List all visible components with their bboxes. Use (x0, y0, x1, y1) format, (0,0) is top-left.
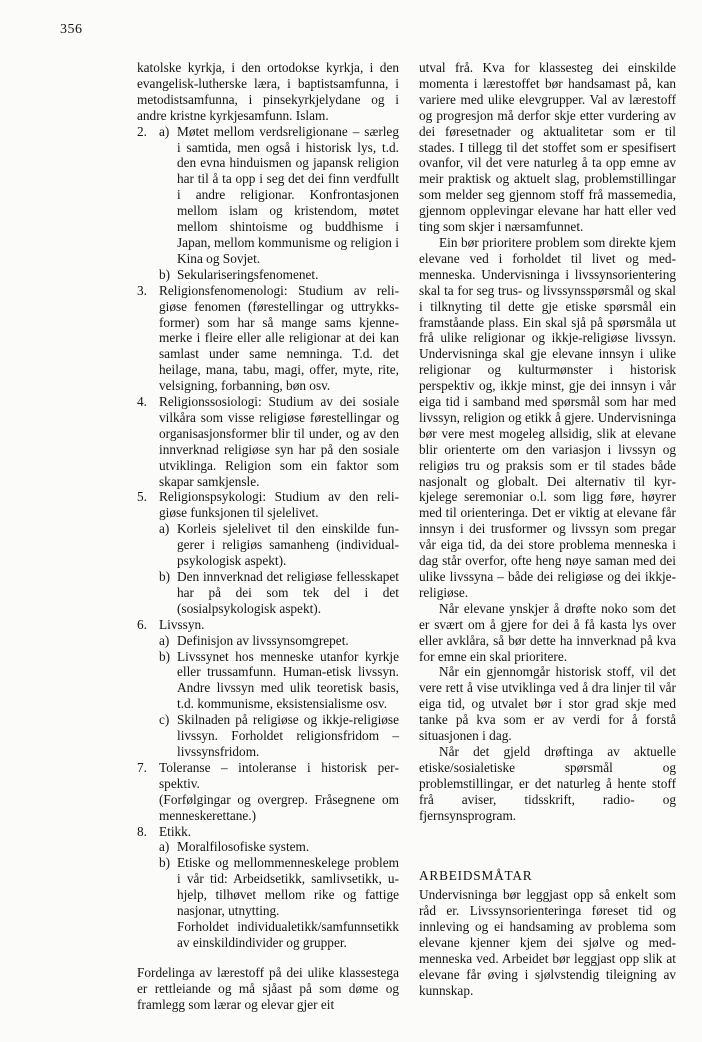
sub-item-text: Den innverknad det religiøse fellesskapet har på dei som tek del i det (sosialpsykologisk aspekt). (177, 569, 399, 616)
item-continuation: (Forfølgingar og overgrep. Fråsegnene om menneskerettane.) (159, 791, 399, 823)
sub-item-2b (159, 267, 399, 283)
sub-item-text: Livssynet hos menneske utanfor kyrkje eller trussamfunn. Human-etisk livssyn. Andre livssyn med ulik teoretisk basis, t.d. kommunisme, eksistensialisme osv. (177, 648, 399, 712)
sub-item-letter: b) (159, 569, 171, 584)
paragraph: Undervisninga bør leggjast opp så enkelt som råd er. Livssynsorienteringa føreset tid og innleving og ei handsaming av problema som elevane kjenner kjem dei sjølve og medmenneska ved. Arbeidet bør leggjast opp slik at elevane får øving i sjølvstendig tileigning av kunnskap. (419, 887, 676, 998)
list-item-7 (137, 760, 399, 824)
item-text: Toleranse – intoleranse i historisk perspektiv. (159, 759, 399, 791)
list-item-4 (137, 394, 399, 489)
sub-item-text: Sekulariseringsfenomenet. (177, 266, 319, 282)
list-item-5 (137, 489, 399, 616)
item-text: Religionsfenomenologi: Studium av religiøse fenomen (førestellingar og uttrykksformer) som har så mange sams kjennemerke i fleire eller alle religionar at dei kan samlast under same nemninga. T.d. det heilage, mana, tabu, magi, offer, myte, rite, velsigning, forbanning, bøn osv. (159, 282, 399, 394)
item-text: Livssyn. (159, 616, 205, 632)
paragraph: Når det gjeld drøftinga av aktuelle etiske/sosialetiske spørsmål og problemstillingar, er det naturleg å hente stoff frå aviser, tidsskrift, radio- og fjernsynsprogram. (419, 743, 676, 823)
sub-item-letter: a) (159, 839, 170, 855)
list-item-6 (137, 617, 399, 760)
item-number: 8. (137, 823, 147, 839)
item-number: 3. (137, 282, 147, 298)
sub-item-6b (159, 649, 399, 713)
paragraph: Når ein gjennomgår historisk stoff, vil det vere rett å vise utviklinga ved å dra linjer til vår eiga tid, og utvalet bør i stor grad skje med tanke på kva som er av verdi for å forstå situasjonen i dag. (419, 664, 676, 744)
item-text: Etikk. (159, 823, 192, 839)
sub-item-letter: c) (159, 712, 170, 728)
sub-item-2a (159, 124, 399, 267)
list-item-8 (137, 824, 399, 951)
item-number: 5. (137, 489, 147, 505)
sub-item-text: Etiske og mellommenneskelege problem i vår tid: Arbeidsetikk, samlivsetikk, u-hjelp, tilhøvet mellom rike og fattige nasjonar, utnytting. (177, 855, 399, 919)
right-column (419, 60, 676, 999)
sub-item-letter: b) (159, 266, 171, 282)
paragraph: Ein bør prioritere problem som direkte kjem elevane ved i forholdet til livet og medmenneska. Undervisninga i livssynsorientering skal ta for seg trus- og livssynsspørsmål og skal i tilknyting til dette gje etiske spørsmål ein framståande plass. Ein skal sjå på spørsmåla ut frå ulike religionar og ikkje-religiøse livssyn. Undervisninga skal gje elevane innsyn i ulike religionar og kulturmønster i historisk perspektiv og, ikkje minst, gje dei innsyn i vår eiga tid i samband med spørsmål som har med livssyn, religion og etikk å gjere. Undervisninga bør vere mest mogeleg allsidig, slik at elevane blir orienterte om den variasjon i livssyn og religiøs tru og praksis som er til stades både nasjonalt og globalt. Dei alternativ til kyrkjelege seremoniar o.l. som ligg føre, høyrer med til orienteringa. Det er viktig at elevane får innsyn i dei trusformer og livssyn som pregar vår eiga tid, da dei store problema menneska i dag står overfor, ofte heng nøye saman med dei ulike livssyna – både dei religiøse og dei ikkje-religiøse. (419, 234, 676, 600)
sub-item-5b (159, 569, 399, 617)
paragraph: Når elevane ynskjer å drøfte noko som det er svært om å gjere for dei å få kasta lys over eller avklåra, så bør dette ha innverknad på kva for emne ein skal prioritere. (419, 600, 676, 664)
closing-paragraph: Fordelinga av lærestoff på dei ulike klassestega er rettleiande og må sjåast på som døme og framlegg som lærar og elevar gjer eit (137, 964, 399, 1012)
left-column (137, 60, 399, 1012)
item-number: 6. (137, 616, 147, 632)
paragraph: utval frå. Kva for klassesteg dei einskilde momenta i lærestoffet bør handsamast på, kan variere med ulike elevgrupper. Val av lærestoff og progresjon må derfor skje etter vurdering av dei føresetnader og aktualitetar som er til stades. I tillegg til det stoffet som er spesifisert ovanfor, vil det vere naturleg å ta opp emne av meir praktisk og aktuelt slag, problemstillingar som melder seg gjennom stoff frå massemedia, gjennom opplevingar elevane har hatt eller ved ting som skjer i nærsamfunnet. (419, 60, 676, 235)
item-number: 2. (137, 123, 147, 139)
sub-item-letter: b) (159, 648, 171, 664)
sub-item-letter: b) (159, 855, 171, 871)
sub-item-text: Korleis sjelelivet til den einskilde fungerer i religiøs samanheng (individualpsykologisk aspekt). (177, 521, 399, 569)
sub-item-6c (159, 712, 399, 760)
page-number: 356 (60, 22, 83, 37)
sub-item-letter: a) (159, 521, 170, 537)
item-number: 7. (137, 759, 147, 775)
sub-item-6a (159, 633, 399, 649)
sub-item-continuation: Forholdet individualetikk/samfunnsetikk av einskildindivider og grupper. (177, 918, 399, 950)
sub-item-8b (159, 855, 399, 950)
section-heading: ARBEIDSMÅTAR (419, 867, 533, 883)
sub-item-5a (159, 521, 399, 569)
list-item-3 (137, 283, 399, 394)
sub-item-text: Skilnaden på religiøse og ikkje-religiøse livssyn. Forholdet religionsfridom – livssynsfridom. (177, 712, 399, 759)
sub-item-text: Møtet mellom verdsreligionane – særleg i samtida, men også i historisk lys, t.d. den evna hinduismen og japansk religion har til å ta opp i seg det dei finn verdfullt i andre religionar. Konfrontasjonen mellom islam og kristendom, møtet mellom shintoisme og buddhisme i Japan, mellom kommunisme og religion i Kina og Sovjet. (177, 123, 399, 266)
item-text: Religionssosiologi: Studium av dei sosiale vilkåra som visse religiøse førestellingar og organisasjonsformer blir til under, og av den innverknad religiøse syn har på den sosiale utviklinga. Religion som ein faktor som skapar samkjensle. (159, 394, 399, 489)
item-number: 4. (137, 394, 147, 410)
item-text: Religionspsykologi: Studium av den religiøse funksjonen til sjelelivet. (159, 489, 399, 521)
list-item-2 (137, 124, 399, 283)
sub-item-8a (159, 839, 399, 855)
sub-item-letter: a) (159, 632, 170, 648)
sub-item-text: Moralfilosofiske system. (177, 839, 310, 855)
intro-text: katolske kyrkja, i den ortodokse kyrkja, i den evangelisk-lutherske læra, i baptistsamfunna, i metodistsamfunna, i pinsekyrkjelydane og i andre kristne kyrkjesamfunn. Islam. (137, 60, 399, 123)
sub-item-letter: a) (159, 123, 170, 139)
sub-item-text: Definisjon av livssynsomgrepet. (177, 632, 349, 648)
